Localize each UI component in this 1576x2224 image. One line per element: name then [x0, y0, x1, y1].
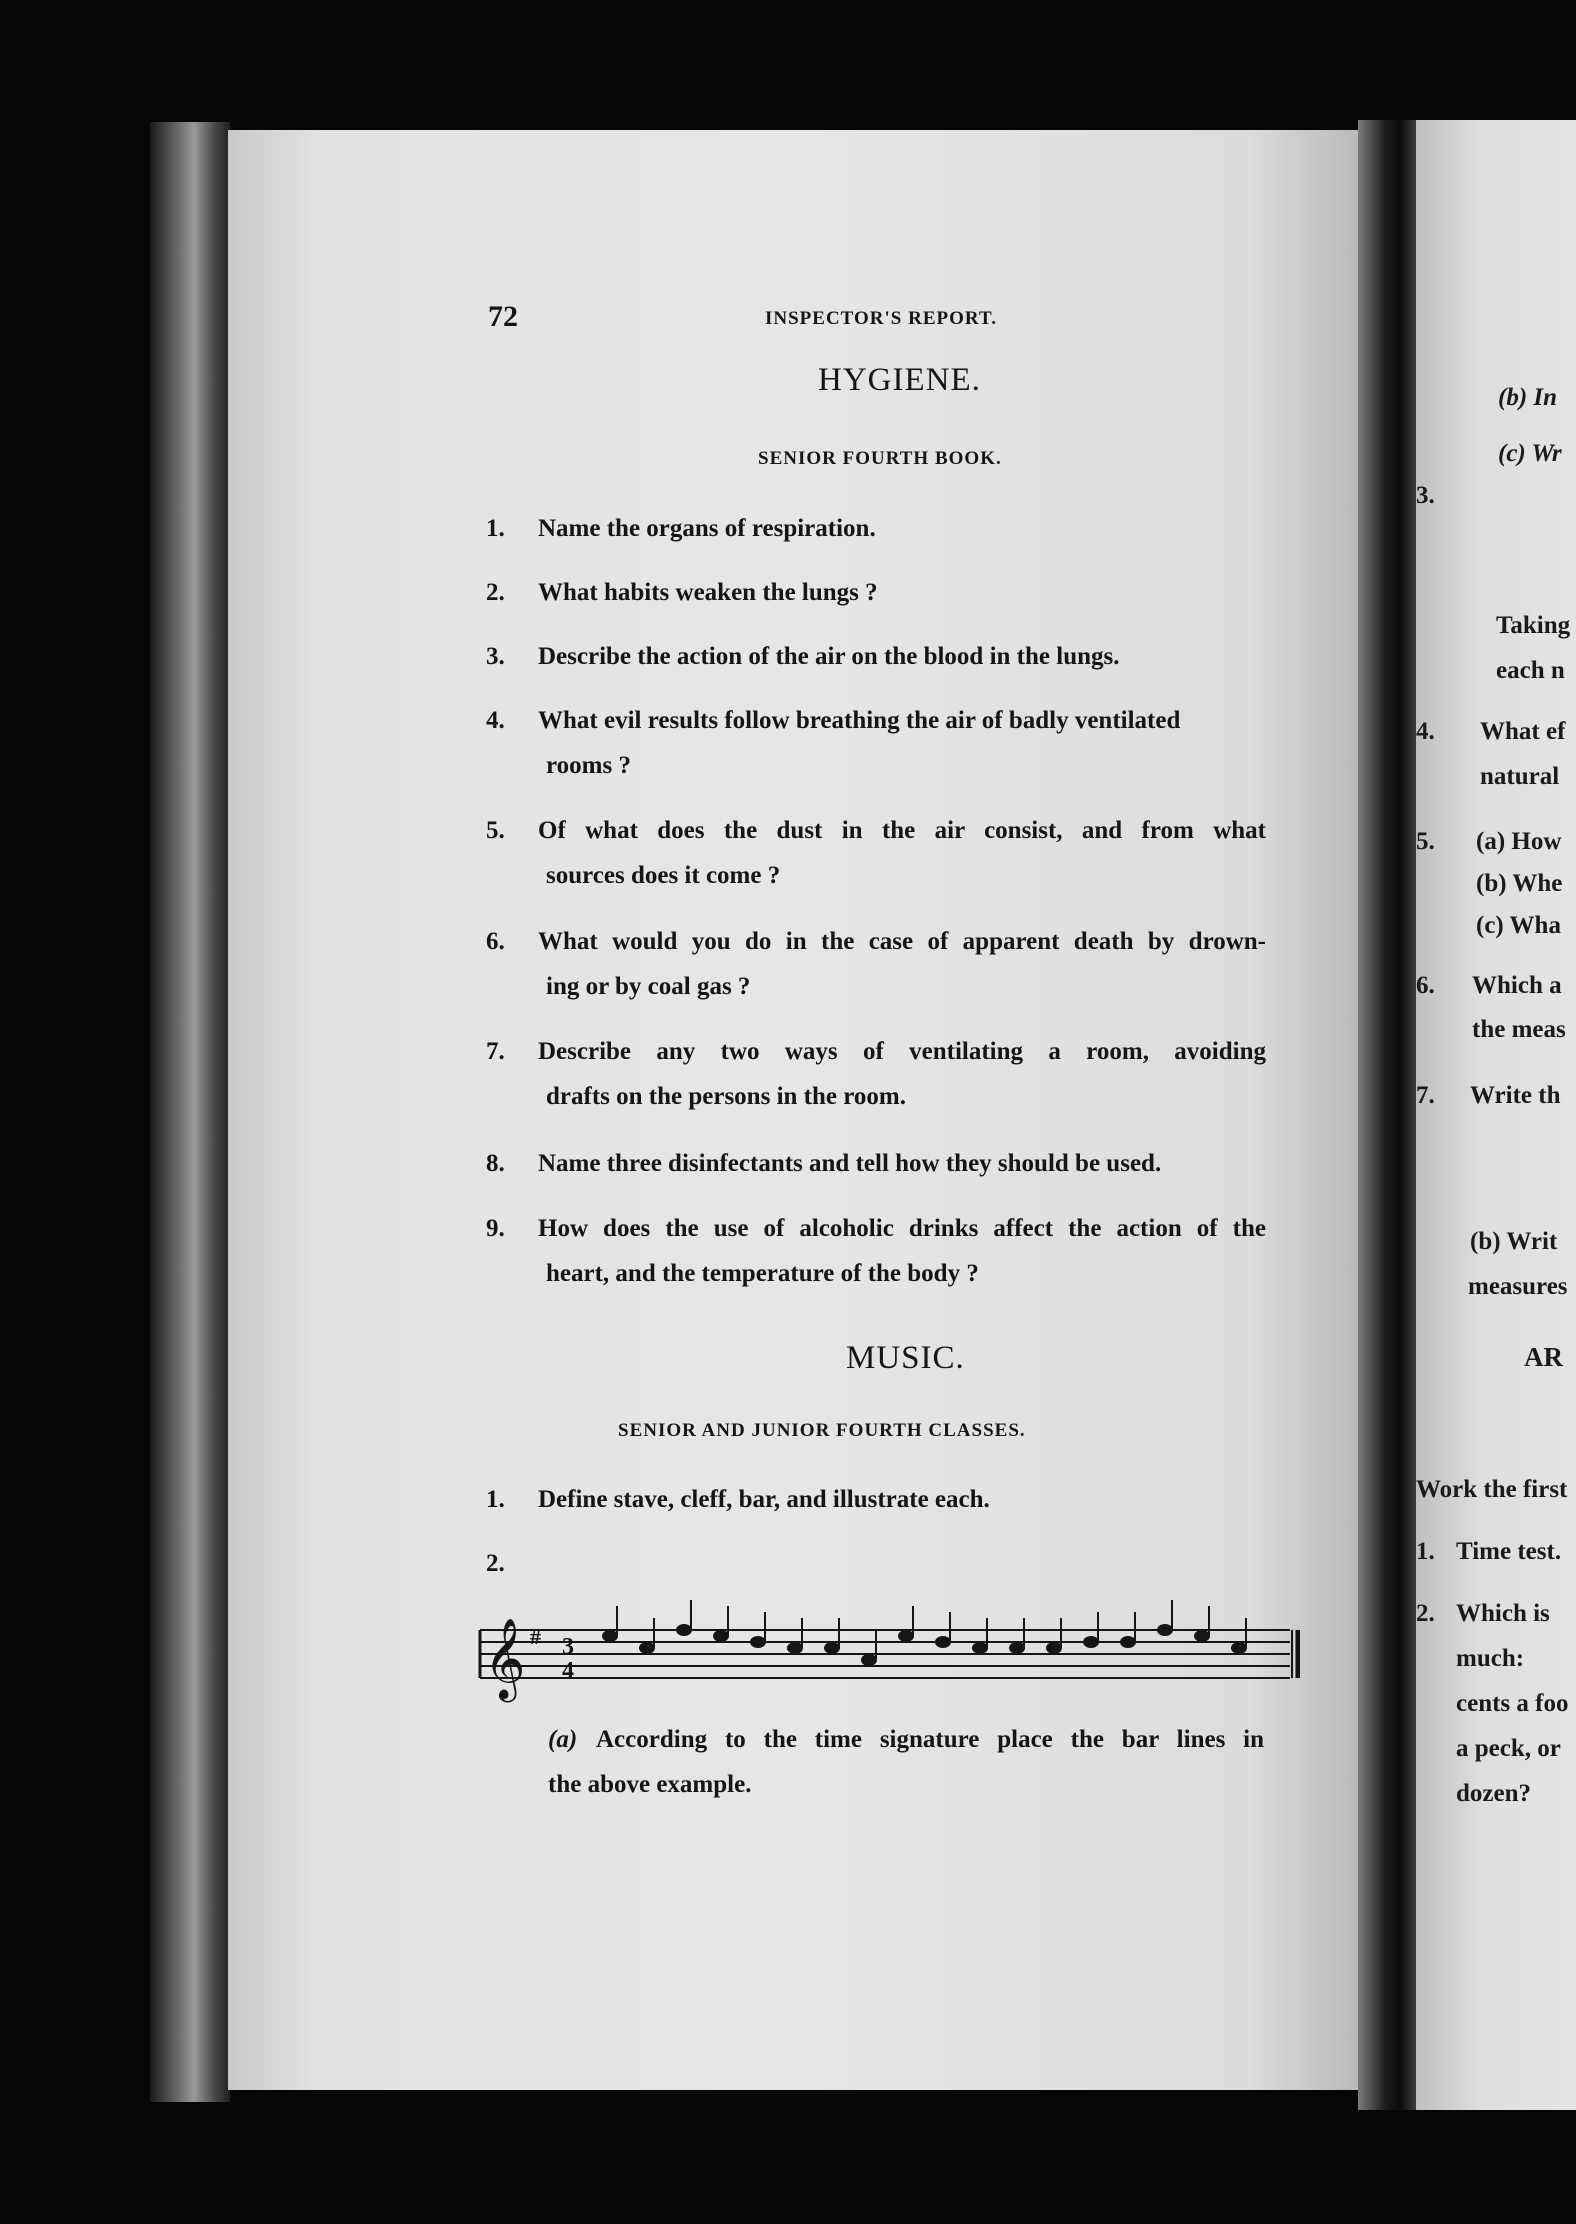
facing-line: much:	[1456, 1645, 1525, 1672]
question-number: 3.	[486, 643, 505, 670]
note-head	[1120, 1636, 1136, 1648]
treble-clef-icon: 𝄞	[484, 1617, 526, 1699]
question-number: 2.	[486, 579, 505, 606]
book-spine-edge	[150, 122, 230, 2102]
facing-line: Write th	[1470, 1082, 1561, 1109]
facing-line: (c) Wr	[1498, 440, 1562, 467]
part-a-text: According to the time signature place the bar lines in	[596, 1726, 1264, 1753]
facing-line: Time test.	[1456, 1538, 1562, 1565]
facing-line: 1.	[1416, 1538, 1435, 1565]
question-text: Of what does the dust in the air consist, and from what	[538, 817, 1266, 844]
running-head: INSPECTOR'S REPORT.	[765, 308, 997, 329]
note-head	[787, 1642, 803, 1654]
note-head	[1157, 1624, 1173, 1636]
note-head	[602, 1630, 618, 1642]
question-text-continued: drafts on the persons in the room.	[546, 1083, 906, 1110]
question-text: Describe any two ways of ventilating a room, avoiding	[538, 1038, 1266, 1065]
hygiene-subtitle: SENIOR FOURTH BOOK.	[758, 448, 1002, 469]
part-a-text-continued: the above example.	[548, 1771, 752, 1798]
facing-line: 2.	[1416, 1600, 1435, 1627]
time-signature-top: 3	[562, 1634, 574, 1660]
question-text: Define stave, cleff, bar, and illustrate each.	[538, 1486, 990, 1513]
part-a-label: (a)	[548, 1726, 578, 1753]
question-text-continued: rooms ?	[546, 752, 631, 779]
note-head	[861, 1654, 877, 1666]
note-head	[898, 1630, 914, 1642]
question-number: 9.	[486, 1215, 505, 1242]
facing-line: Work the first	[1416, 1476, 1568, 1503]
notes-group	[602, 1600, 1247, 1666]
note-head	[639, 1642, 655, 1654]
note-head	[1194, 1630, 1210, 1642]
facing-line: (c) Wha	[1476, 912, 1561, 939]
question-text: Name three disinfectants and tell how they should be used.	[538, 1150, 1162, 1177]
note-head	[713, 1630, 729, 1642]
hygiene-title: HYGIENE.	[818, 362, 981, 398]
facing-page	[1416, 120, 1576, 2110]
question-text: What evil results follow breathing the air of badly ventilated	[538, 707, 1181, 734]
facing-line: 7.	[1416, 1082, 1435, 1109]
facing-line: dozen?	[1456, 1780, 1531, 1807]
facing-line: Which a	[1472, 972, 1562, 999]
facing-line: AR	[1524, 1342, 1563, 1372]
book-gutter-shadow	[1358, 120, 1418, 2110]
facing-line: each n	[1496, 657, 1565, 684]
question-text-continued: sources does it come ?	[546, 862, 781, 889]
page-number: 72	[488, 300, 518, 333]
note-head	[1009, 1642, 1025, 1654]
question-text: What habits weaken the lungs ?	[538, 579, 878, 606]
question-number: 2.	[486, 1550, 505, 1577]
question-text: How does the use of alcoholic drinks affect the action of the	[538, 1215, 1266, 1242]
facing-line: 4.	[1416, 718, 1435, 745]
facing-line: (b) In	[1498, 384, 1558, 411]
music-subtitle: SENIOR AND JUNIOR FOURTH CLASSES.	[618, 1420, 1026, 1441]
facing-line: (b) Writ	[1470, 1228, 1558, 1255]
question-number: 8.	[486, 1150, 505, 1177]
note-head	[1083, 1636, 1099, 1648]
music-title: MUSIC.	[846, 1340, 965, 1376]
facing-line: 6.	[1416, 972, 1435, 999]
note-head	[824, 1642, 840, 1654]
note-head	[1046, 1642, 1062, 1654]
question-text: What would you do in the case of apparent death by drown-	[538, 928, 1266, 955]
question-number: 6.	[486, 928, 505, 955]
question-text: Describe the action of the air on the blood in the lungs.	[538, 643, 1120, 670]
question-number: 7.	[486, 1038, 505, 1065]
question-text-continued: heart, and the temperature of the body ?	[546, 1260, 979, 1287]
sharp-sign-icon: #	[530, 1624, 541, 1649]
time-signature-bottom: 4	[562, 1658, 574, 1684]
note-head	[1231, 1642, 1247, 1654]
facing-line: (a) How	[1476, 828, 1562, 855]
music-staff-example	[470, 1600, 1300, 1710]
facing-line: 5.	[1416, 828, 1435, 855]
question-number: 4.	[486, 707, 505, 734]
facing-line: cents a foo	[1456, 1690, 1569, 1717]
facing-line: Which is	[1456, 1600, 1550, 1627]
facing-line: (b) Whe	[1476, 870, 1563, 897]
staff-lines	[480, 1630, 1290, 1678]
facing-line: 3.	[1416, 482, 1435, 509]
question-text: Name the organs of respiration.	[538, 515, 876, 542]
question-number: 1.	[486, 1486, 505, 1513]
facing-line: natural	[1480, 763, 1560, 790]
question-number: 1.	[486, 515, 505, 542]
note-head	[676, 1624, 692, 1636]
question-number: 5.	[486, 817, 505, 844]
book-page	[228, 130, 1362, 2090]
facing-line: What ef	[1480, 718, 1566, 745]
note-head	[972, 1642, 988, 1654]
facing-line: the meas	[1472, 1016, 1566, 1043]
facing-line: a peck, or	[1456, 1735, 1561, 1762]
question-text-continued: ing or by coal gas ?	[546, 973, 751, 1000]
facing-line: measures	[1468, 1273, 1568, 1300]
note-head	[750, 1636, 766, 1648]
note-head	[935, 1636, 951, 1648]
facing-line: Taking	[1496, 612, 1571, 639]
